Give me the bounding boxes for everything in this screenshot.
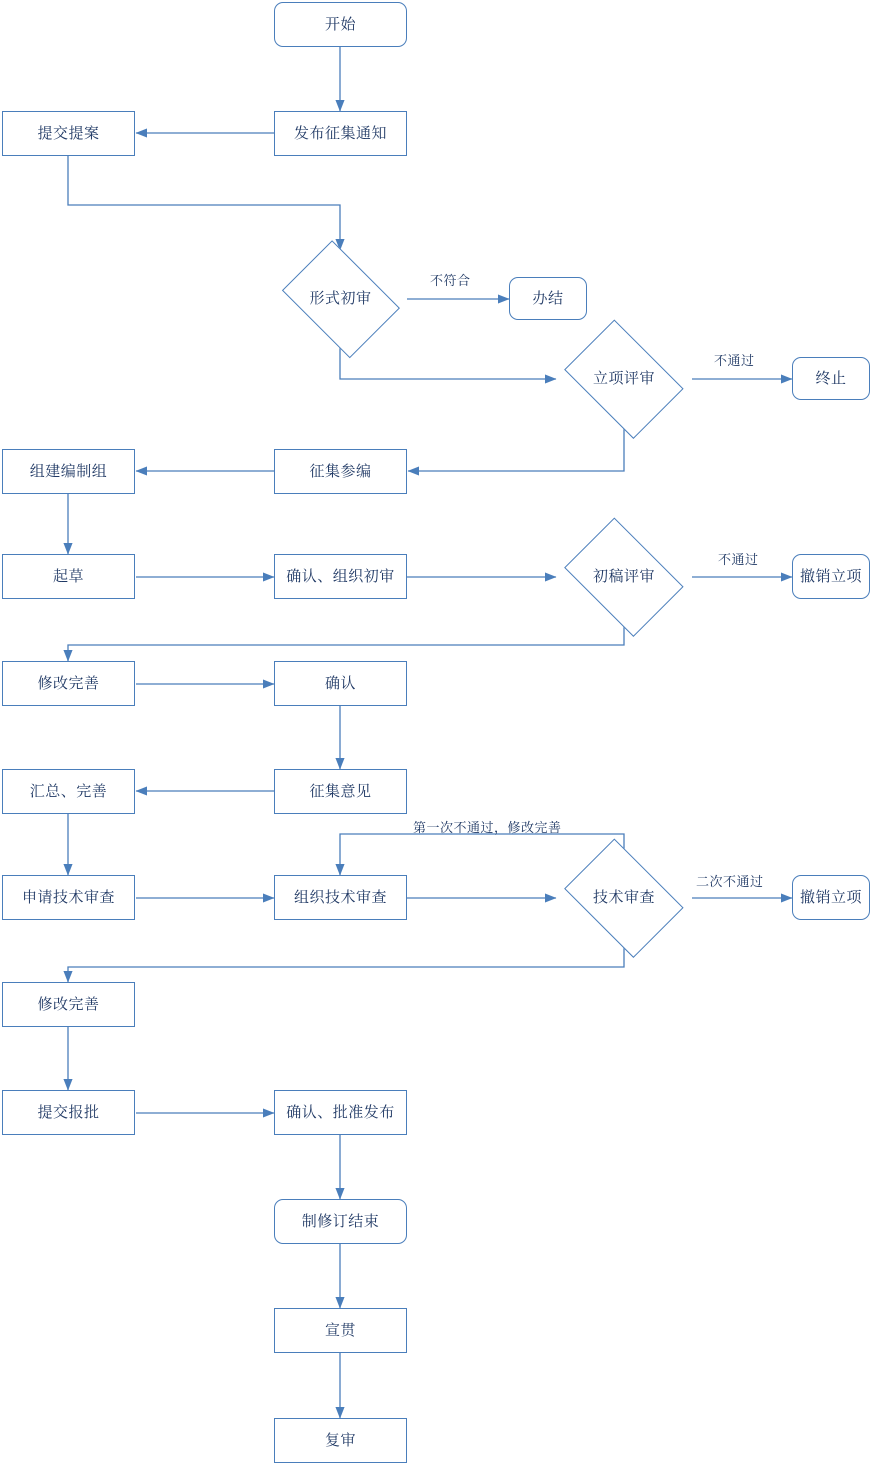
node-promote	[274, 1308, 407, 1353]
edge-label-not_conform: 不符合	[430, 273, 471, 288]
node-label-confirm_org: 确认、组织初审	[286, 567, 395, 585]
node-label-org_tech: 组织技术审查	[293, 888, 387, 906]
node-org_tech	[274, 875, 407, 920]
edge-label-fail_draft: 不通过	[718, 552, 759, 567]
node-revise2	[2, 982, 135, 1027]
node-label-cancel2: 撤销立项	[799, 888, 862, 906]
node-label-submit_appr: 提交报批	[37, 1103, 100, 1121]
node-label-promote: 宣贯	[324, 1321, 356, 1339]
node-label-summary: 汇总、完善	[29, 782, 108, 800]
node-form_group	[2, 449, 135, 494]
node-label-form_group: 组建编制组	[29, 462, 108, 480]
node-tech_review	[556, 849, 692, 947]
node-submit	[2, 111, 135, 156]
edge-label-fail_project: 不通过	[714, 353, 755, 368]
node-end_rev	[274, 1199, 407, 1244]
node-re_review	[274, 1418, 407, 1463]
node-cancel1	[792, 554, 870, 599]
node-submit_appr	[2, 1090, 135, 1135]
edge-submit-to-form-review	[68, 156, 340, 250]
node-start	[274, 2, 407, 47]
node-label-collect_op: 征集意见	[309, 782, 372, 800]
node-summary	[2, 769, 135, 814]
edge-label-first_fail: 第一次不通过，修改完善	[413, 820, 562, 835]
node-confirm_org	[274, 554, 407, 599]
node-confirm1	[274, 661, 407, 706]
node-collect_op	[274, 769, 407, 814]
node-form_review	[274, 250, 407, 348]
node-revise1	[2, 661, 135, 706]
node-proj_review	[556, 330, 692, 428]
edge-draft-review-to-revise-1	[68, 626, 624, 661]
node-label-closed: 办结	[532, 289, 564, 307]
node-label-apply_tech: 申请技术审查	[21, 888, 115, 906]
node-label-re_review: 复审	[324, 1431, 356, 1449]
edge-form-review-to-project-review	[340, 348, 556, 379]
node-closed	[509, 277, 587, 320]
node-label-draft_review: 初稿评审	[592, 568, 655, 585]
node-cancel2	[792, 875, 870, 920]
node-label-revise1: 修改完善	[37, 674, 100, 692]
node-draft_review	[556, 528, 692, 626]
node-terminate	[792, 357, 870, 400]
node-label-proj_review: 立项评审	[592, 370, 655, 387]
node-label-draft: 起草	[52, 567, 84, 585]
node-confirm_pub	[274, 1090, 407, 1135]
node-label-submit: 提交提案	[37, 124, 100, 142]
node-label-confirm_pub: 确认、批准发布	[286, 1103, 395, 1121]
node-collect_part	[274, 449, 407, 494]
node-apply_tech	[2, 875, 135, 920]
node-label-revise2: 修改完善	[37, 995, 100, 1013]
edge-tech-review-to-revise-2	[68, 947, 624, 982]
node-label-collect_part: 征集参编	[309, 462, 372, 480]
node-notice	[274, 111, 407, 156]
node-draft	[2, 554, 135, 599]
node-label-cancel1: 撤销立项	[799, 567, 862, 585]
node-label-tech_review: 技术审查	[592, 889, 655, 906]
node-label-confirm1: 确认	[324, 674, 356, 692]
node-label-terminate: 终止	[815, 369, 847, 387]
edge-project-review-to-collect-part	[408, 428, 624, 471]
edge-label-second_fail: 二次不通过	[696, 874, 764, 889]
node-label-notice: 发布征集通知	[293, 124, 387, 142]
node-label-form_review: 形式初审	[309, 290, 372, 307]
node-label-start: 开始	[324, 15, 356, 33]
node-label-end_rev: 制修订结束	[301, 1212, 380, 1230]
